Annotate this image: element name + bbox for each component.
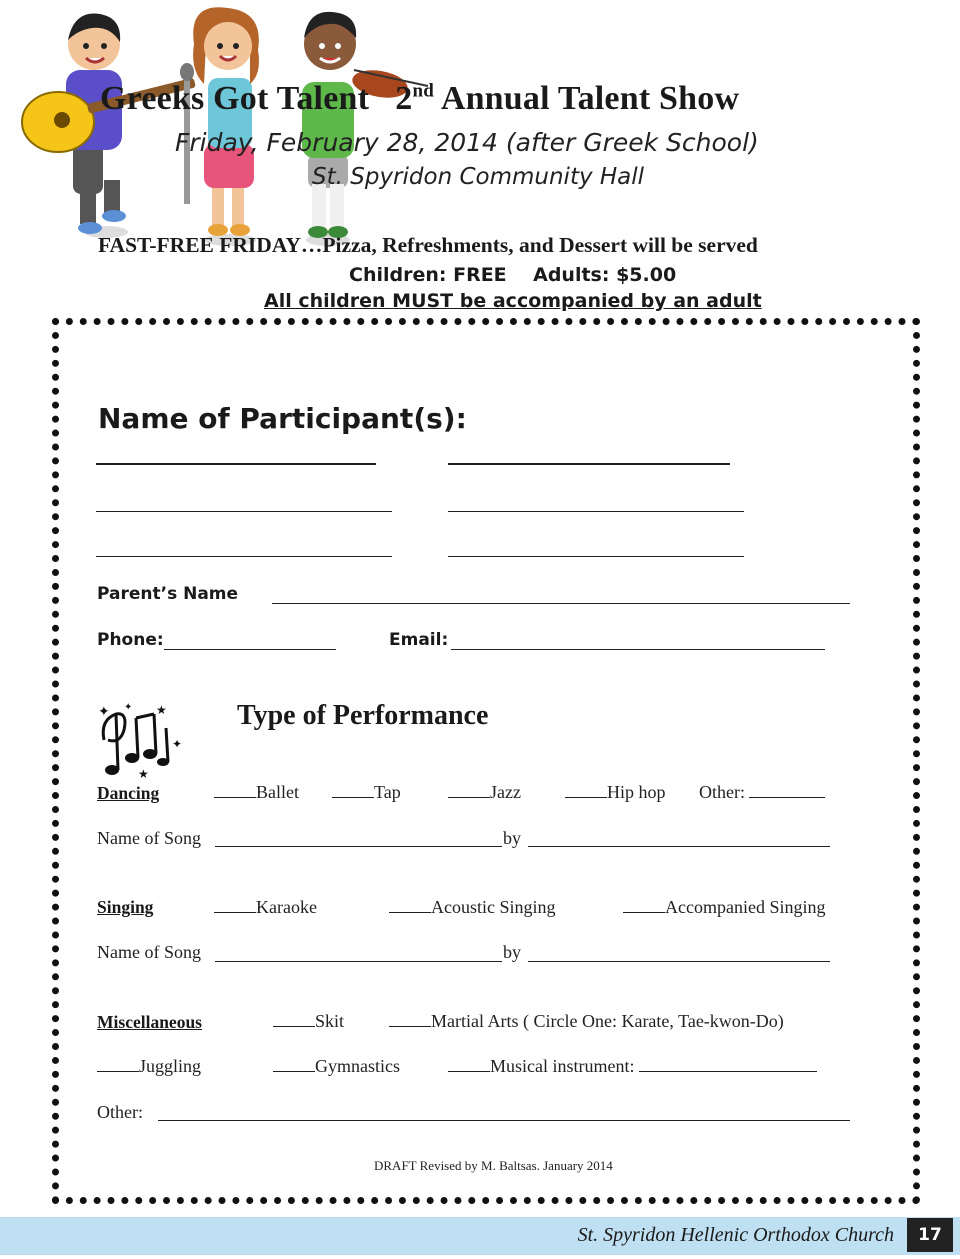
svg-text:✦: ✦: [124, 702, 133, 713]
gymnastics-blank[interactable]: [273, 1070, 315, 1072]
phone-field[interactable]: [164, 649, 336, 650]
misc-option-juggling[interactable]: [97, 1056, 201, 1077]
event-date: Friday, February 28, 2014 (after Greek School): [175, 128, 759, 157]
participant-line-3[interactable]: [96, 511, 392, 512]
dance-song-label: Name of Song: [97, 828, 201, 848]
parent-name-label: Parent’s Name: [97, 584, 239, 604]
acoustic-blank[interactable]: [389, 911, 431, 913]
accompanied-blank[interactable]: [623, 911, 665, 913]
singing-girl-figure: [180, 7, 259, 246]
karaoke-blank[interactable]: [214, 911, 256, 913]
phone-label: Phone:: [97, 630, 164, 650]
parent-name-field[interactable]: [272, 603, 850, 604]
dance-other[interactable]: [699, 782, 825, 803]
dance-by-label: by: [503, 828, 521, 848]
singing-label: Singing: [97, 897, 154, 917]
accompany-note: All children MUST be accompanied by an adult: [264, 290, 762, 312]
accompanied-label: Accompanied Singing: [665, 897, 826, 917]
music-notes-icon: [94, 700, 188, 780]
admission-prices: Children: FREE Adults: $5.00: [349, 264, 677, 286]
sing-by-label: by: [503, 942, 521, 962]
martial-arts-label: Martial Arts ( Circle One: Karate, Tae-kwon-Do): [431, 1011, 784, 1031]
event-location: St. Spyridon Community Hall: [312, 164, 645, 190]
page-number: 17: [907, 1218, 953, 1252]
karaoke-label: Karaoke: [256, 897, 317, 917]
children-musicians-icon: [18, 4, 448, 248]
title-rest: Annual Talent Show: [440, 80, 740, 117]
title-main: Greeks Got Talent: [100, 80, 370, 117]
misc-option-martial-arts[interactable]: [389, 1011, 784, 1032]
svg-text:✦: ✦: [98, 704, 110, 720]
performance-title: Type of Performance: [237, 700, 489, 731]
juggling-label: Juggling: [139, 1056, 202, 1076]
footer-church-name: St. Spyridon Hellenic Orthodox Church: [577, 1224, 894, 1246]
sing-option-accompanied[interactable]: [623, 897, 825, 918]
sing-song-field[interactable]: [215, 961, 502, 962]
sing-option-acoustic[interactable]: [389, 897, 556, 918]
misc-option-skit[interactable]: [273, 1011, 344, 1032]
guitar-boy-figure: [22, 14, 196, 238]
participant-line-1[interactable]: [96, 463, 376, 465]
fast-free-note: FAST-FREE FRIDAY…Pizza, Refreshments, and Dessert will be served: [98, 233, 758, 257]
hiphop-label: Hip hop: [607, 782, 666, 802]
dance-option-hiphop[interactable]: [565, 782, 666, 803]
skit-label: Skit: [315, 1011, 345, 1031]
dancing-label: Dancing: [97, 783, 160, 803]
tap-label: Tap: [374, 782, 401, 802]
participant-line-2[interactable]: [448, 463, 730, 465]
misc-other-field[interactable]: [158, 1120, 850, 1121]
misc-other-label: Other:: [97, 1102, 143, 1122]
dance-option-jazz[interactable]: [448, 782, 521, 803]
instrument-blank[interactable]: [448, 1070, 490, 1072]
ballet-label: Ballet: [256, 782, 299, 802]
title-ordinal: 2: [395, 80, 413, 117]
sing-by-field[interactable]: [528, 961, 830, 962]
sing-option-karaoke[interactable]: [214, 897, 317, 918]
jazz-blank[interactable]: [448, 796, 490, 798]
dance-other-blank[interactable]: [749, 796, 825, 798]
hiphop-blank[interactable]: [565, 796, 607, 798]
svg-text:✦: ✦: [172, 737, 183, 751]
dance-song-field[interactable]: [215, 846, 502, 847]
email-field[interactable]: [451, 649, 825, 650]
skit-blank[interactable]: [273, 1025, 315, 1027]
acoustic-label: Acoustic Singing: [431, 897, 556, 917]
dance-other-label: Other:: [699, 782, 745, 802]
gymnastics-label: Gymnastics: [315, 1056, 400, 1076]
instrument-label: Musical instrument:: [490, 1056, 635, 1076]
tap-blank[interactable]: [332, 796, 374, 798]
sing-song-label: Name of Song: [97, 942, 201, 962]
misc-option-gymnastics[interactable]: [273, 1056, 400, 1077]
dance-option-ballet[interactable]: [214, 782, 299, 803]
ballet-blank[interactable]: [214, 796, 256, 798]
participants-label: Name of Participant(s):: [98, 402, 467, 435]
email-label: Email:: [389, 630, 449, 650]
dance-option-tap[interactable]: [332, 782, 401, 803]
participant-line-5[interactable]: [96, 556, 392, 557]
misc-label: Miscellaneous: [97, 1012, 202, 1032]
instrument-field[interactable]: [639, 1070, 817, 1072]
svg-text:★: ★: [156, 703, 167, 717]
event-title: [100, 80, 739, 118]
juggling-blank[interactable]: [97, 1070, 139, 1072]
dance-by-field[interactable]: [528, 846, 830, 847]
jazz-label: Jazz: [490, 782, 521, 802]
misc-option-instrument[interactable]: [448, 1056, 817, 1077]
participant-line-4[interactable]: [448, 511, 744, 512]
participant-line-6[interactable]: [448, 556, 744, 557]
martial-arts-blank[interactable]: [389, 1025, 431, 1027]
svg-text:★: ★: [138, 767, 149, 780]
title-ordinal-suffix: nd: [412, 80, 434, 102]
draft-note: DRAFT Revised by M. Baltsas. January 2014: [374, 1158, 613, 1173]
